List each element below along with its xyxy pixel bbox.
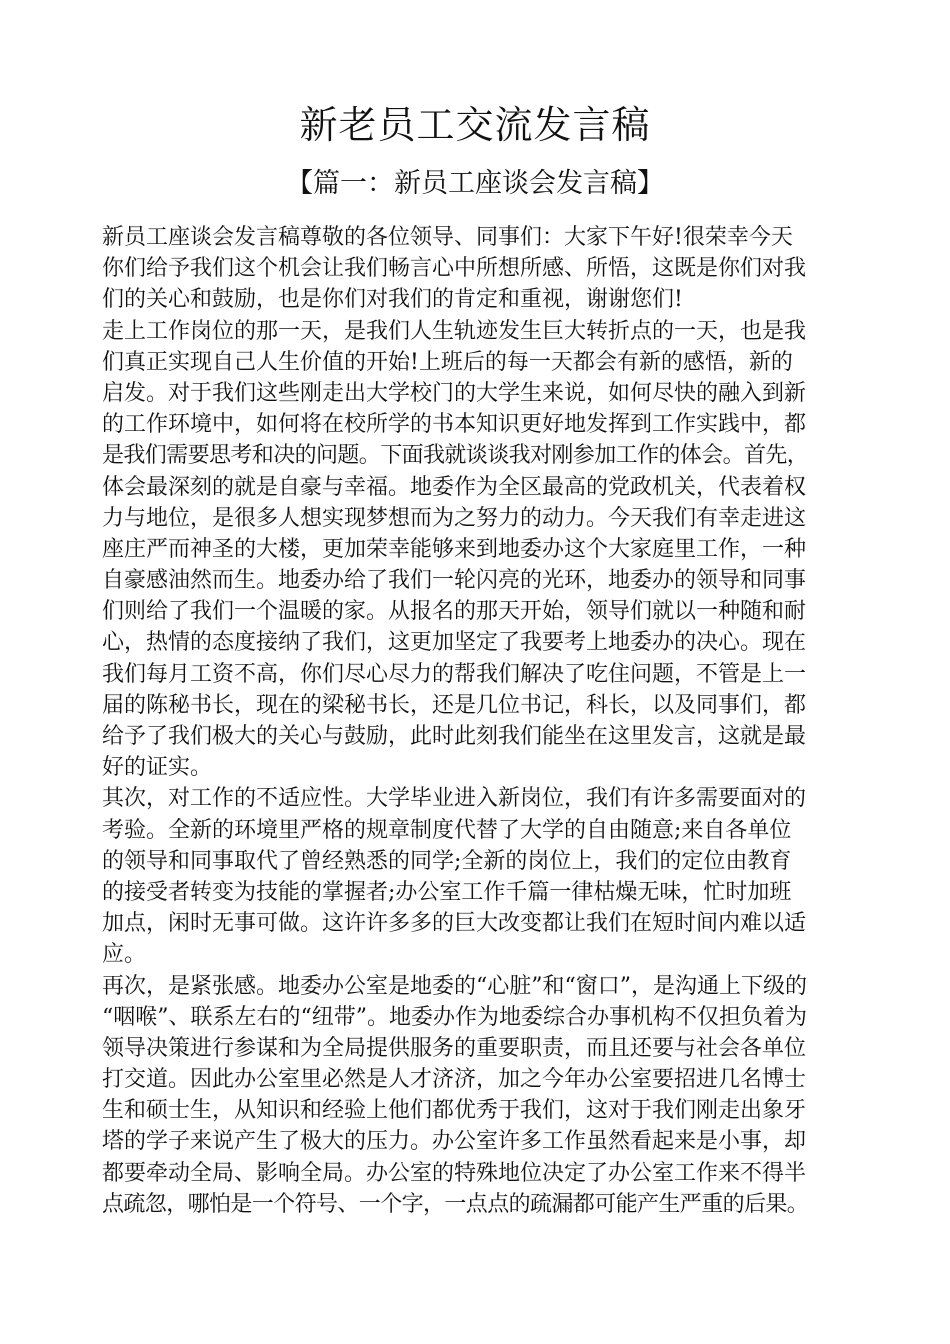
text-line: 我们每月工资不高，你们尽心尽力的帮我们解决了吃住问题，不管是上一 bbox=[102, 661, 807, 687]
text-line: 座庄严而神圣的大楼，更加荣幸能够来到地委办这个大家庭里工作，一种 bbox=[102, 536, 807, 562]
text-line: 领导决策进行参谋和为全局提供服务的重要职责，而且还要与社会各单位 bbox=[102, 1035, 807, 1061]
text-line: 届的陈秘书长，现在的梁秘书长，还是几位书记，科长，以及同事们，都 bbox=[102, 692, 807, 718]
document-subtitle: 【篇一：新员工座谈会发言稿】 bbox=[286, 168, 664, 199]
text-line: 自豪感油然而生。地委办给了我们一轮闪亮的光环，地委办的领导和同事 bbox=[102, 568, 807, 594]
text-line: 走上工作岗位的那一天，是我们人生轨迹发生巨大转折点的一天，也是我 bbox=[102, 318, 807, 344]
document-title: 新老员工交流发言稿 bbox=[299, 103, 651, 147]
text-line: 们则给了我们一个温暖的家。从报名的那天开始，领导们就以一种随和耐 bbox=[102, 599, 807, 625]
text-line: 应。 bbox=[102, 942, 147, 968]
text-line: 的领导和同事取代了曾经熟悉的同学;全新的岗位上，我们的定位由教育 bbox=[102, 848, 792, 874]
text-line: 的接受者转变为技能的掌握者;办公室工作千篇一律枯燥无味，忙时加班 bbox=[102, 879, 792, 905]
text-line: 加点，闲时无事可做。这许许多多的巨大改变都让我们在短时间内难以适 bbox=[102, 911, 807, 937]
text-line: 打交道。因此办公室里必然是人才济济，加之今年办公室要招进几名博士 bbox=[102, 1067, 807, 1093]
text-line: 是我们需要思考和决的问题。下面我就谈谈我对刚参加工作的体会。首先， bbox=[102, 443, 809, 469]
text-line: 们真正实现自己人生价值的开始!上班后的每一天都会有新的感悟，新的 bbox=[102, 349, 793, 375]
text-line: 都要牵动全局、影响全局。办公室的特殊地位决定了办公室工作来不得半 bbox=[102, 1160, 807, 1186]
text-line: 们的关心和鼓励，也是你们对我们的肯定和重视，谢谢您们! bbox=[102, 287, 683, 313]
text-line: 的工作环境中，如何将在校所学的书本知识更好地发挥到工作实践中，都 bbox=[102, 412, 807, 438]
text-line: 心，热情的态度接纳了我们，这更加坚定了我要考上地委办的决心。现在 bbox=[102, 630, 807, 656]
text-line: 启发。对于我们这些刚走出大学校门的大学生来说，如何尽快的融入到新 bbox=[102, 380, 807, 406]
text-line: 考验。全新的环境里严格的规章制度代替了大学的自由随意;来自各单位 bbox=[102, 817, 792, 843]
text-line: 点疏忽，哪怕是一个符号、一个字，一点点的疏漏都可能产生严重的后果。 bbox=[102, 1191, 809, 1217]
text-line: 力与地位，是很多人想实现梦想而为之努力的动力。今天我们有幸走进这 bbox=[102, 505, 807, 531]
text-line: 你们给予我们这个机会让我们畅言心中所想所感、所悟，这既是你们对我 bbox=[102, 256, 807, 282]
text-line: 好的证实。 bbox=[102, 755, 213, 781]
text-line: 塔的学子来说产生了极大的压力。办公室许多工作虽然看起来是小事，却 bbox=[102, 1129, 807, 1155]
text-line: 生和硕士生，从知识和经验上他们都优秀于我们，这对于我们刚走出象牙 bbox=[102, 1098, 807, 1124]
text-line: 新员工座谈会发言稿尊敬的各位领导、同事们：大家下午好!很荣幸今天 bbox=[102, 225, 793, 250]
text-line: 再次，是紧张感。地委办公室是地委的“心脏”和“窗口”，是沟通上下级的 bbox=[102, 973, 807, 999]
text-line: 给予了我们极大的关心与鼓励，此时此刻我们能坐在这里发言，这就是最 bbox=[102, 724, 807, 749]
text-line: “咽喉”、联系左右的“纽带”。地委办作为地委综合办事机构不仅担负着为 bbox=[102, 1004, 807, 1030]
text-line: 体会最深刻的就是自豪与幸福。地委作为全区最高的党政机关，代表着权 bbox=[102, 474, 807, 500]
text-line: 其次，对工作的不适应性。大学毕业进入新岗位，我们有许多需要面对的 bbox=[102, 786, 807, 812]
document-body bbox=[102, 222, 862, 1220]
